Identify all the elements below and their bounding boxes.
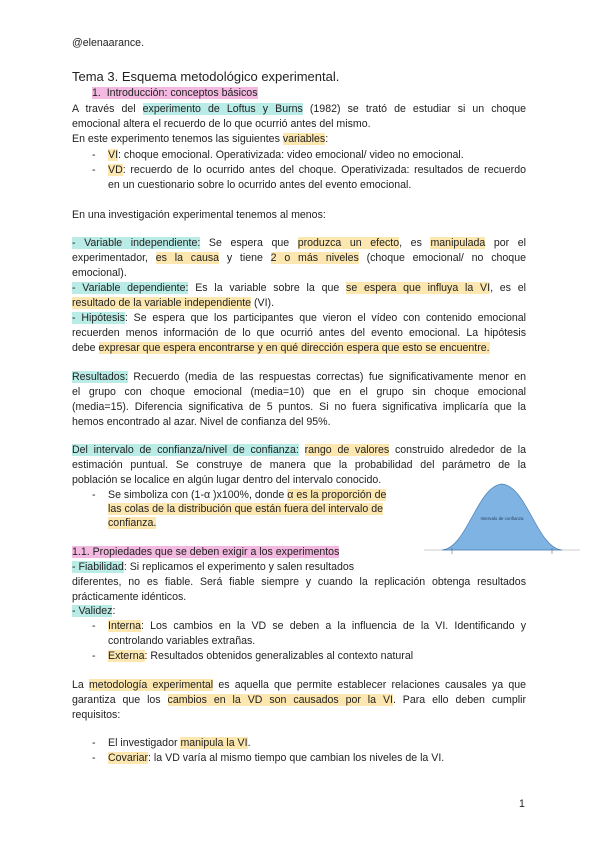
- externa-line: Externa: Resultados obtenidos generalizables al contexto natural: [108, 650, 414, 662]
- bullet-dash: -: [92, 752, 96, 764]
- hyp-line-2: recuerden menos información de lo que ocurrió antes del evento emocional. La hipótesis: [72, 327, 526, 339]
- ind-var-line-1: - Variable independiente: Se espera que produzca un efecto, es manipulada por el: [72, 237, 526, 249]
- vd-item: VD: recuerdo de lo ocurrido antes del choque. Operativizada: resultados de recuerdo: [108, 164, 526, 176]
- bullet-dash: -: [92, 489, 96, 501]
- dep-var-line-1: - Variable dependiente: Es la variable sobre la que se espera que influya la VI, es el: [72, 282, 526, 294]
- conf-bullet-line-1: Se simboliza con (1-α )x100%, donde α es la proporción de: [108, 489, 387, 501]
- intro-line-2: emocional altera el recuerdo de lo que ocurrió antes del mismo.: [72, 118, 371, 130]
- conf-bullet-line-3: confianza.: [108, 517, 157, 529]
- minimum-line: En una investigación experimental tenemos al menos:: [72, 209, 326, 221]
- interna-line-2: controlando variables extrañas.: [108, 635, 256, 647]
- fiab-line-3: prácticamente idénticos.: [72, 591, 187, 603]
- conf-line-1: Del intervalo de confianza/nivel de confianza: rango de valores construido alrededor de la: [72, 444, 526, 456]
- results-line-3: (media=15). Diferencia significativa de 5 puntos. Si no fuera significativa implicaría que la: [72, 401, 526, 413]
- interna-line-1: Interna: Los cambios en la VD se deben a la influencia de la VI. Identificando y: [108, 620, 526, 632]
- vd-item-cont: en un cuestionario sobre lo ocurrido antes del evento emocional.: [108, 179, 412, 191]
- ind-var-line-2: experimentador, es la causa y tiene 2 o más niveles (choque emocional/ no choque: [72, 252, 526, 264]
- bullet-dash: -: [92, 149, 96, 161]
- intro-line-1: A través del experimento de Loftus y Burns (1982) se trató de estudiar si un choque: [72, 103, 527, 115]
- method-line-2: garantiza que los cambios en la VD son causados por la VI. Para ello deben cumplir: [72, 694, 526, 706]
- dep-var-line-2: resultado de la variable independiente (VI).: [72, 297, 275, 309]
- intro-line-3: En este experimento tenemos las siguientes variables:: [72, 133, 329, 145]
- method-line-3: requisitos:: [72, 709, 121, 721]
- conf-line-3: población se localice en algún lugar dentro del intervalo conocido.: [72, 474, 382, 486]
- req-1: El investigador manipula la VI.: [108, 737, 251, 749]
- figure-label: Intervalo de confianza: [480, 516, 524, 521]
- hyp-line-3: debe expresar que espera encontrarse y en qué dirección espera que esto se encuentre.: [72, 342, 490, 354]
- results-line-2: el grupo con choque emocional (media=10) que en el grupo sin choque emocional: [72, 386, 526, 398]
- fiab-line-1: - Fiabilidad: Si replicamos el experimento y salen resultados: [72, 561, 355, 573]
- req-2: Covariar: la VD varía al mismo tiempo que cambian los niveles de la VI.: [108, 752, 445, 764]
- bullet-dash: -: [92, 620, 96, 632]
- hyp-line-1: - Hipótesis: Se espera que los participantes que vieron el vídeo con contenido emocional: [72, 312, 526, 324]
- ind-var-line-3: emocional).: [72, 267, 127, 279]
- fiab-line-2: diferentes, no es fiable. Será fiable siempre y cuando la replicación obtenga resultados: [72, 576, 526, 588]
- section-1-1-heading: 1.1. Propiedades que se deben exigir a los experimentos: [72, 546, 340, 558]
- section-1-label: 1. Introducción: conceptos básicos: [92, 87, 258, 99]
- conf-line-2: estimación puntual. Se construye de manera que la probabilidad del parámetro de la: [72, 459, 526, 471]
- results-line-1: Resultados: Recuerdo (media de las respuestas correctas) fue significativamente menor en: [72, 371, 526, 383]
- page-title: Tema 3. Esquema metodológico experimental.: [72, 69, 340, 84]
- bullet-dash: -: [92, 650, 96, 662]
- section-1-heading: [92, 86, 546, 100]
- page-number: 1: [519, 798, 525, 810]
- conf-bullet-line-2: las colas de la distribución que están fuera del intervalo de: [108, 503, 384, 515]
- validez-line: - Validez:: [72, 605, 116, 617]
- author-handle: @elenaarance.: [72, 37, 145, 49]
- confidence-interval-figure: [422, 476, 582, 556]
- method-line-1: La metodología experimental es aquella que permite establecer relaciones causales ya que: [72, 679, 527, 691]
- results-line-4: hemos encontrado al azar. Nivel de confianza del 95%.: [72, 416, 331, 428]
- bullet-dash: -: [92, 164, 96, 176]
- bullet-dash: -: [92, 737, 96, 749]
- vi-item: VI: choque emocional. Operativizada: video emocional/ video no emocional.: [108, 149, 464, 161]
